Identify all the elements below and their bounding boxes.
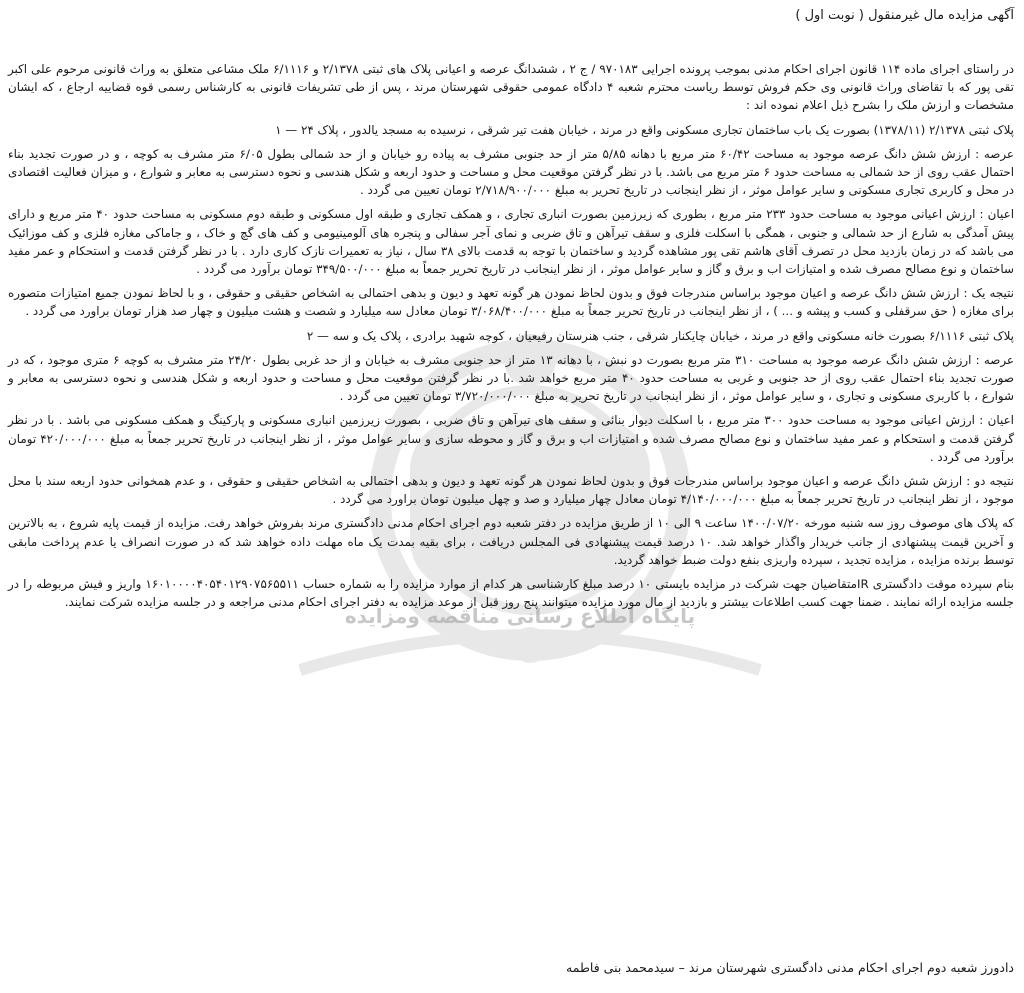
paragraph-deposit-info: بنام سپرده موقت دادگستری IRمتقاضیان جهت شرکت در مزایده بایستی ۱۰ درصد مبلغ کارشناسی هر کدام از موارد مزایده را به شماره حساب ۱۶۰۱۰۰۰۰۴۰۵۴۰۱۲۹۰۷۵۶۵۵۱۱ واریز و فیش مربوطه را در جلسه مزایده ارائه نمایند . ضمنا جهت کسب اطلاعات بیشتر و بازدید از مال مورد مزایده میتوانند پنج روز قبل از موعد مزایده به دفتر اجرای احکام مدنی مراجعه و در جلسه مزایده شرکت نمایند.	[8, 577, 1014, 610]
paragraph-auction-terms: که پلاک های موصوف روز سه شنبه مورخه ۱۴۰۰/۰۷/۲۰ ساعت ۹ الی ۱۰ از طریق مزایده در دفتر شعبه دوم اجرای احکام مدنی دادگستری مرند بفروش خواهد رفت. مزایده از قیمت پایه شروع ، به بالاترین و آخرین قیمت پیشنهادی از جانب خریدار واگذار خواهد شد. ۱۰ درصد قیمت پیشنهادی فی المجلس دریافت ، برای بقیه بمدت یک ماه مهلت داده خواهد شد که در صورت انصراف یا عدم پرداخت مابقی توسط برنده مزایده ، مزایده تجدید ، سپرده واریزی بنفع دولت ضبط خواهد گردید.	[8, 516, 1014, 567]
paragraph-plot1-building: اعیان : ارزش اعیانی موجود به مساحت حدود ۲۳۳ متر مربع ، بطوری که زیرزمین بصورت انباری تجاری ، و همکف تجاری و طبقه اول مسکونی و طبقه دوم مسکونی به مساحت حدود ۴۰ متر مربع و دارای پیش آمدگی به شارع از حد شمالی و جنوبی ، همگی با اسکلت فلزی و سقف تیرآهن و تاق ضربی و نمای آجر سفالی و پنجره های آلومینیومی و کف های گچ و خاک ، و جاماکی مغازه فلزی و کف موزائیک می باشد که در زمان بازدید محل در تصرف آقای هاشم تقی پور مشاهده گردید و ساختمان با توجه به قدمت بالای ۳۸ سال ، نیاز به تعمیرات نازک کاری دارد . با در نظر گرفتن قدمت و استحکام و عمر مفید ساختمان و نوع مصالح مصرف شده و امتیازات اب و برق و گاز و سایر عوامل موثر ، از نظر اینجانب در تاریخ تحریر جمعاً به مبلغ ۳۴۹/۵۰۰/۰۰۰ تومان برآورد می گردد .	[8, 207, 1015, 277]
paragraph-plot1-land: عرصه : ارزش شش دانگ عرصه موجود به مساحت ۶۰/۴۲ متر مربع با دهانه ۵/۸۵ متر از حد جنوبی مشرف به پیاده رو خیابان و از حد شمالی بطول ۶/۰۵ متر مشرف به کوچه ، و در صورت تجدید بناء احتمال عقب روی از حد شمالی به مساحت حدود ۶ متر مربع می باشد. با در نظر گرفتن موقعیت محل و مساحت و حدود اربعه و شکل هندسی و نحوه دسترسی به معابر و شوارع ، و میزان فعالیت اقتصادی در محل و کاربری تجاری مسکونی و سایر عوامل موثر ، از نظر اینجانب در تاریخ تحریر به مبلغ ۲/۷۱۸/۹۰۰/۰۰۰ تومان تعیین می گردد .	[8, 146, 1015, 198]
paragraph-result-two: نتیجه دو : ارزش شش دانگ عرصه و اعیان موجود براساس مندرجات فوق و بدون لحاظ نمودن هر گونه تعهد و دیون و بدهی احتمالی به اشخاص حقیقی و حقوقی ، و عدم همخوانی حدود اربعه سند با محل موجود ، از نظر اینجانب در تاریخ تحریر جمعاً به مبلغ ۴/۱۴۰/۰۰۰/۰۰۰ تومان معادل چهار میلیارد و صد و چهل میلیون تومان براورد می گردد .	[8, 474, 1014, 507]
page-title: آگهی مزایده مال غیرمنقول ( نوبت اول )	[795, 8, 1014, 23]
paragraph-result-one: نتیجه یک : ارزش شش دانگ عرصه و اعیان موجود براساس مندرجات فوق و بدون لحاظ نمودن هر گونه تعهد و دیون و بدهی احتمالی به اشخاص حقیقی و حقوقی ، و با لحاظ نمودن جمیع امتیازات متصوره برای مغازه ( حق سرقفلی و کسب و پیشه و ... ) ، از نظر اینجانب در تاریخ تحریر جمعاً به مبلغ ۳/۰۶۸/۴۰۰/۰۰۰ تومان معادل سه میلیارد و شصت و هشت میلیون و چهار صد هزار تومان براورد می گردد .	[8, 286, 1014, 319]
signature-line: دادورز شعبه دوم اجرای احکام مدنی دادگستری شهرستان مرند – سیدمحمد بنی فاطمه	[566, 960, 1014, 975]
paragraph-plot2-land: عرصه : ارزش شش دانگ عرصه موجود به مساحت ۳۱۰ متر مربع بصورت دو نبش ، با دهانه ۱۳ متر از حد جنوبی مشرف به خیابان و از حد غربی بطول ۲۴/۲۰ متر مشرف به کوچه ۶ متری موجود ، که در صورت تجدید بناء احتمال عقب روی از حد جنوبی و غربی به مساحت حدود ۴۰ متر مربع خواهد شد .با در نظر گرفتن موقعیت محل و مساحت و حدود اربعه و شکل هندسی و نحوه دسترسی به معابر و شوارع ، با کاربری مسکونی و تجاری ، و سایر عوامل موثر ، از نظر اینجانب در تاریخ تحریر به مبلغ ۳/۷۲۰/۰۰۰/۰۰۰ تومان تعیین می گردد .	[8, 352, 1015, 404]
paragraph-intro: در راستای اجرای ماده ۱۱۴ قانون اجرای احکام مدنی بموجب پرونده اجرایی ۹۷۰۱۸۳ / ج ۲ ، ششدانگ عرصه و اعیانی پلاک های ثبتی ۲/۱۳۷۸ و ۶/۱۱۱۶ ملک مشاعی متعلق به وراث قانونی مرحوم علی اکبر تقی پور که با تقاضای وراث قانونی وی حکم فروش توسط ریاست محترم شعبه ۴ دادگاه عمومی حقوقی شهرستان مرند ، پس از طی تشریفات قانونی به کارشناس رسمی قوه قضاییه ارجاع ، که ایشان مشخصات و ارزش ملک را بشرح ذیل اعلام نموده اند :	[8, 62, 1014, 113]
paragraph-plot2-heading: پلاک ثبتی ۶/۱۱۱۶ بصورت خانه مسکونی واقع در مرند ، خیابان چایکنار شرقی ، جنب هنرستان رفیعیان ، کوچه شهید برادری ، پلاک یک و سه — ۲	[306, 328, 1014, 343]
watermark-text: پایگاه اطلاع رسانی مناقصه ومزایده	[344, 604, 696, 628]
paragraph-plot1-heading: پلاک ثبتی ۲/۱۳۷۸ (۱۳۷۸/۱۱) بصورت یک باب ساختمان تجاری مسکونی واقع در مرند ، خیابان هفت تیر شرقی ، نرسیده به مسجد یالدور ، پلاک ۲۴ — ۱	[275, 122, 1014, 137]
notice-body	[8, 60, 1014, 617]
paragraph-plot2-building: اعیان : ارزش اعیانی موجود به مساحت حدود ۳۰۰ متر مربع ، با اسکلت دیوار بنائی و سقف های تیرآهن و تاق ضربی ، بصورت زیرزمین انباری مسکونی و پارکینگ و همکف مسکونی می باشد . با در نظر گرفتن قدمت و استحکام و عمر مفید ساختمان و نوع مصالح مصرف شده و امتیازات اب و برق و گاز و محوطه سازی و سایر عوامل موثر ، از نظر اینجانب در تاریخ تحریر جمعاً به مبلغ ۴۲۰/۰۰۰/۰۰۰ تومان برآورد می گردد .	[8, 413, 1014, 464]
